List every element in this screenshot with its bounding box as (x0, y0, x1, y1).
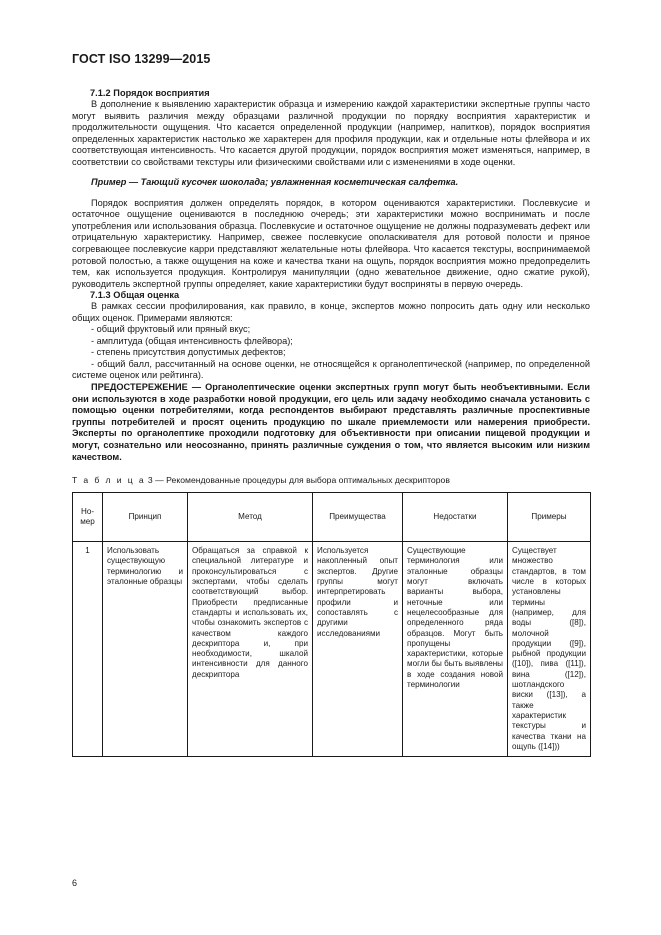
cell-method: Обращаться за справкой к специальной литературе и проконсультироваться с экспертами, чтобы сделать соответствующий выбор. Приобрести предписанные стандарты и использовать их, чтобы ознакомить экспертов с качеством каждого дескриптора и, при необходимости, шкалой интенсивности для данного дескриптора (188, 542, 313, 757)
document-header-standard-id: ГОСТ ISO 13299—2015 (72, 52, 211, 66)
cell-examples: Существует множество стандартов, в том числе в которых установлены термины (например, для воды ([8]), молочной продукции ([9]), рыбной продукции ([10]), пива ([11]), вина ([12]), шотландского виски ([13]), а также характеристик текстуры и качества ткани на ощупь ([14])) (508, 542, 591, 757)
cell-disadvantages: Существующие терминология или эталонные образцы могут включать варианты выбора, неточные или нецелесообразные для определенного ряда образцов. Могут быть пропущены характеристики, которые могли бы быть выявлены в ходе создания новой терминологии (403, 542, 508, 757)
warning-paragraph: ПРЕДОСТЕРЕЖЕНИЕ — Органолептические оценки экспертных групп могут быть необъективными. Если они используются в ходе разработки новой продукции, его цель или задачу необходимо сначала установить с помощью оценки потребителями, когда респондентов выбирают представлять различные проспективные группы потребителей и просят оценить продукцию по шкале приемлемости или намерения приобрести. Эксперты по органолептике проходили подготовку для объективности при описании пищевой продукции и могут, сознательно или неосознанно, принять различные суждения о том, что является высоким или низким качеством. (72, 382, 590, 462)
page-content (72, 88, 590, 757)
page-number: 6 (72, 878, 78, 888)
paragraph-overall-assessment-intro: В рамках сессии профилирования, как правило, в конце, экспертов можно попросить дать одну или несколько общих оценок. Примерами являются: (72, 301, 590, 323)
list-item: - амплитуда (общая интенсивность флейвора); (91, 335, 293, 346)
column-header-examples: Примеры (508, 493, 591, 542)
table-caption (72, 475, 590, 485)
column-header-disadvantages: Недостатки (403, 493, 508, 542)
list-item: - общий балл, рассчитанный на основе оценки, не относящейся к органолептической (например, по определенной системе оценок или рейтинга). (72, 358, 590, 381)
table-row (73, 542, 591, 757)
heading-7-1-2: 7.1.2 Порядок восприятия (90, 88, 210, 98)
cell-number: 1 (73, 542, 103, 757)
table-header-row (73, 493, 591, 542)
cell-advantages: Используется накопленный опыт экспертов. Другие группы могут интерпретировать профили и сопоставлять с другими исследованиями (313, 542, 403, 757)
column-header-number: Но- мер (73, 493, 103, 542)
list-item: - степень присутствия допустимых дефектов; (91, 347, 286, 358)
column-header-method: Метод (188, 493, 313, 542)
table-caption-label: Т а б л и ц а (72, 475, 146, 486)
cell-principle: Использовать существующую терминологию и эталонные образцы (103, 542, 188, 757)
list-item: - общий фруктовый или пряный вкус; (91, 324, 251, 335)
column-header-principle: Принцип (103, 493, 188, 542)
recommended-procedures-table (72, 492, 591, 757)
overall-assessment-list (72, 324, 590, 382)
column-header-advantages: Преимущества (313, 493, 403, 542)
heading-7-1-3: 7.1.3 Общая оценка (90, 290, 180, 301)
paragraph-perception-order: В дополнение к выявлению характеристик образца и измерению каждой характеристики экспертные группы часто могут выявить различия между образцами различной продукции по порядку восприятия характеристик и продолжительности ощущения. Что касается определенной продукции (например, напитков), порядок восприятия определенных характеристик настолько же характерен для профиля продукции, как и отдельные ноты флейвора и их соответствующая интенсивность. Что касается другой продукции, порядок восприятия может изменяться, например, в соответствии со свойствами текстуры или физическими свойствами или с изменениями в ходе оценки. (72, 99, 590, 167)
example-note: Пример — Тающий кусочек шоколада; увлажненная косметическая салфетка. (91, 177, 459, 188)
paragraph-perception-order-detail: Порядок восприятия должен определять порядок, в котором оцениваются характеристики. Послевкусие и остаточное ощущение оцениваются в последнюю очередь; эти характеристики можно воспринимать и после употребления или использования образца. Послевкусие и остаточное ощущение не должны подразумевать дефект или отрицательную характеристику. Например, свежее послевкусие ополаскивателя для ротовой полости и пряное согревающее послевкусие карри представляют желательные ноты флейвора. Что касается текстуры, воспринимаемой ротовой полостью, а также ощущения на коже и качества ткани на ощупь, порядок восприятия можно предопределить тем, как используется продукция. Контролируя манипуляции (одно жевательное движение, одно сжатие рукой), руководитель экспертной группы определяет, какие характеристики будут восприняты в первую очередь. (72, 197, 590, 289)
table-caption-number: 3 (147, 475, 153, 486)
table-caption-text: — Рекомендованные процедуры для выбора оптимальных дескрипторов (155, 475, 450, 486)
